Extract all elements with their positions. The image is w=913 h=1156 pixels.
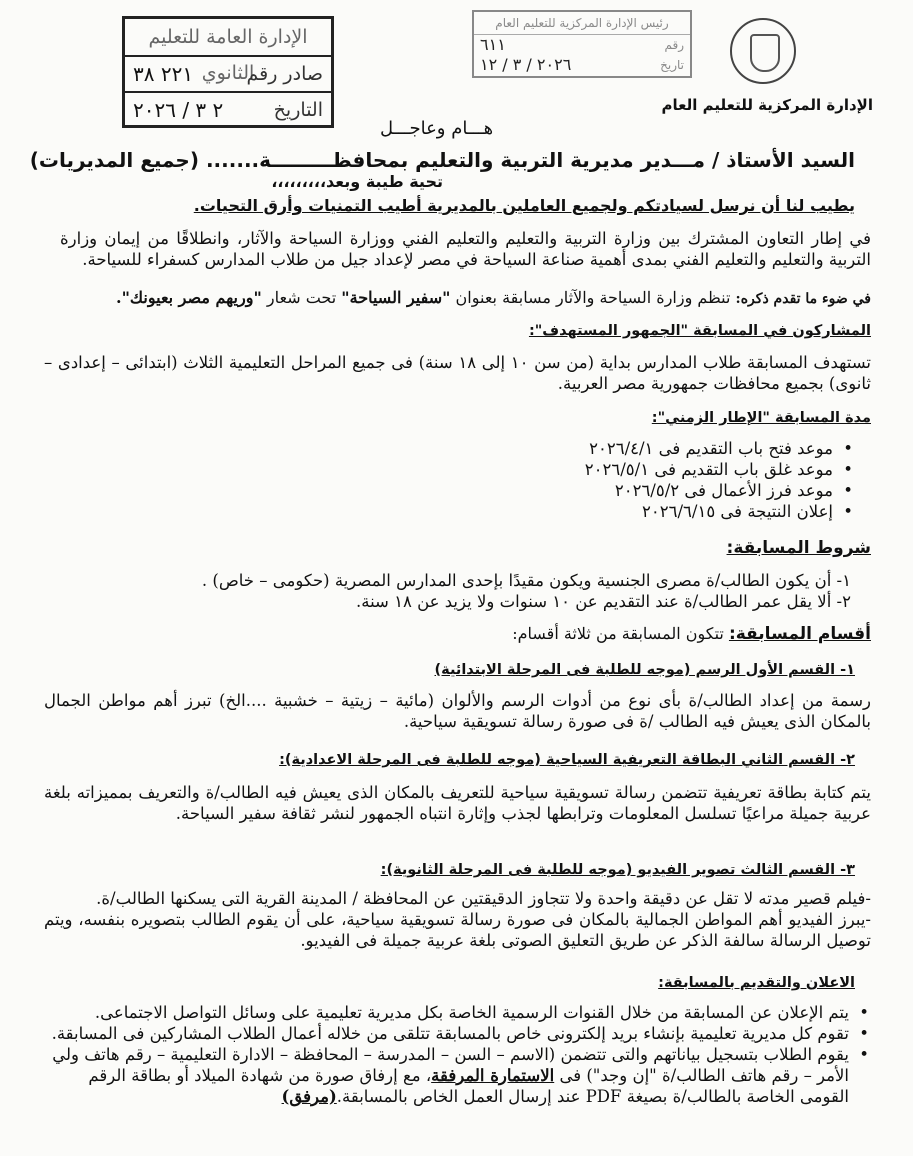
section-1-text: رسمة من إعداد الطالب/ة بأى نوع من أدوات الرسم والألوان (مائية – زيتية – خشبية ....الخ) تبرز أهم مواطن الجمال بالمكان الذى يعيش فيه الطالب /ة فى صورة رسالة تسويقية سياحية. — [44, 691, 871, 731]
announcement-item: • تقوم كل مديرية تعليمية بإنشاء بريد إلكترونى خاص بالمسابقة تتلقى من خلاله أعمال الطلاب المشاركين فى المسابقة. — [44, 1023, 871, 1044]
section-3-line-2: -يبرز الفيديو أهم المواطن الجمالية بالمكان فى صورة رسالة تسويقية سياحية، على أن يقوم الطالب بتصويره بنفسه، ويتم توصيل الرسالة سالفة الذكر عن طريق التعليق الصوتى بلغة عربية جميلة فى الفيديو. — [44, 910, 871, 950]
outgoing-stamp — [122, 16, 334, 128]
incoming-stamp — [472, 10, 692, 78]
timeline-heading: مدة المسابقة "الإطار الزمني": — [651, 410, 871, 426]
announcement-item-3a: يقوم الطلاب بتسجيل بياناتهم والتى تتضمن (الاسم – السن – المدرسة – المحافظة – الادارة التعليمية – رقم هاتف ولي الأمر – رقم هاتف الطالب/ة "إن وجد") فى — [52, 1045, 849, 1085]
salutation: يطيب لنا أن نرسل لسيادتكم ولجميع العاملين بالمديرية أطيب التمنيات وأرق التحيات. — [193, 196, 855, 215]
sections-heading-line — [512, 624, 871, 644]
incoming-stamp-number-label: رقم — [664, 38, 684, 52]
stamp-number-value: ٢٢١ ٣٨ — [133, 62, 194, 86]
stamp-date-label: التاريخ — [273, 99, 323, 121]
section-2-text: يتم كتابة بطاقة تعريفية تتضمن رسالة تسويقية سياحية للتعريف بالمكان الذى يعيش فيه الطالب/ة والتعريف بمميزاته بلغة عربية جميلة مراعيًا تسلسل المعلومات وترابطها لجذب وإثارة انتباه الجمهور لنشر ثقافة سفير السياحة. — [44, 783, 871, 823]
participants-heading: المشاركون في المسابقة "الجمهور المستهدف": — [528, 323, 871, 339]
incoming-stamp-number-value: ٦١١ — [480, 35, 506, 54]
competition-slogan: "وريهم مصر بعيونك". — [116, 288, 262, 307]
incoming-stamp-title: رئيس الإدارة المركزية للتعليم العام — [474, 12, 690, 35]
competition-text-1: تنظم وزارة السياحة والآثار مسابقة بعنوان — [450, 288, 736, 307]
org-name: الإدارة المركزية للتعليم العام — [661, 96, 873, 114]
sections-heading-text: تتكون المسابقة من ثلاثة أقسام: — [512, 624, 729, 643]
announcement-item: • يتم الإعلان عن المسابقة من خلال القنوات الرسمية الخاصة بكل مديرية تعليمية على وسائل التواصل الاجتماعى. — [44, 1002, 871, 1023]
section-1-heading: ١- القسم الأول الرسم (موجه للطلبة فى المرحلة الابتدائية) — [434, 662, 855, 678]
greeting: تحية طيبة وبعد،،،،،،،،، — [271, 172, 443, 191]
condition-item: ٢- ألا يقل عمر الطالب/ة عند التقديم عن ١٠ سنوات ولا يزيد عن ١٨ سنة. — [355, 592, 851, 611]
stamp-number-label: صادر رقم — [246, 63, 323, 85]
incoming-stamp-date-value: ٢٠٢٦ / ٣ / ١٢ — [480, 55, 572, 74]
competition-lead: في ضوء ما تقدم ذكره: — [735, 291, 871, 307]
sections-heading: أقسام المسابقة: — [728, 624, 871, 644]
section-3-heading: ٣- القسم الثالث تصوير الفيديو (موجه للطلبة فى المرحلة الثانوية): — [380, 862, 855, 878]
announcement-list — [44, 1002, 871, 1107]
timeline-list — [435, 438, 855, 522]
attached-note: (مرفق) — [281, 1087, 337, 1106]
conditions-heading: شروط المسابقة: — [726, 538, 871, 558]
announcement-heading: الاعلان والتقديم بالمسابقة: — [658, 975, 855, 991]
intro-paragraph: في إطار التعاون المشترك بين وزارة التربية والتعليم والتعليم الفني ووزارة السياحة والآثار، وانطلاقًا من إيمان وزارة التربية والتعليم والتعليم الفني بمدى أهمية صناعة السياحة في مصر لإعداد جيل من طلاب المدارس كسفراء للسياحة. — [60, 229, 871, 269]
announcement-item — [44, 1044, 871, 1107]
urgent-label: هـــام وعاجـــل — [380, 118, 494, 139]
timeline-item: • موعد فتح باب التقديم فى ٢٠٢٦/٤/١ — [435, 438, 855, 459]
competition-text-2: تحت شعار — [261, 288, 342, 307]
attached-form-reference: الاستمارة المرفقة — [431, 1066, 555, 1085]
competition-line — [60, 288, 871, 307]
participants-text: تستهدف المسابقة طلاب المدارس بداية (من سن ١٠ إلى ١٨ سنة) فى جميع المراحل التعليمية الثلاث (ابتدائى – إعدادى – ثانوى) بجميع محافظات جمهورية مصر العربية. — [44, 353, 872, 393]
competition-title: "سفير السياحة" — [341, 288, 451, 307]
announcement-item-3b: ، مع إرفاق صورة من شهادة الميلاد أو بطاقة الرقم القومى الخاصة بالطالب/ة بصيغة PDF عند إرسال العمل الخاص بالمسابقة. — [88, 1066, 849, 1106]
addressee-line: السيد الأستاذ / مـــدير مديرية التربية والتعليم بمحافظـــــــــة....... (جميع المديريات) — [29, 148, 855, 172]
section-3-line-1: -فيلم قصير مدته لا تقل عن دقيقة واحدة ولا تتجاوز الدقيقتين عن المحافظة / المدينة القرية التى يسكنها الطالب/ة. — [96, 889, 871, 908]
section-2-heading: ٢- القسم الثاني البطاقة التعريفية السياحية (موجه للطلبة فى المرحلة الاعدادية): — [279, 752, 855, 768]
incoming-stamp-date-label: تاريخ — [660, 58, 684, 72]
stamp-title: الإدارة العامة للتعليم الثانوي — [125, 19, 331, 57]
timeline-item: • موعد غلق باب التقديم فى ٢٠٢٦/٥/١ — [435, 459, 855, 480]
ministry-logo-icon — [730, 18, 796, 84]
timeline-item: • موعد فرز الأعمال فى ٢٠٢٦/٥/٢ — [435, 480, 855, 501]
stamp-date-value: ٢ ٣ / ٢٠٢٦ — [133, 98, 224, 122]
timeline-item: • إعلان النتيجة فى ٢٠٢٦/٦/١٥ — [435, 501, 855, 522]
condition-item: ١- أن يكون الطالب/ة مصرى الجنسية ويكون مقيدًا بإحدى المدارس المصرية (حكومى – خاص) . — [201, 571, 851, 590]
